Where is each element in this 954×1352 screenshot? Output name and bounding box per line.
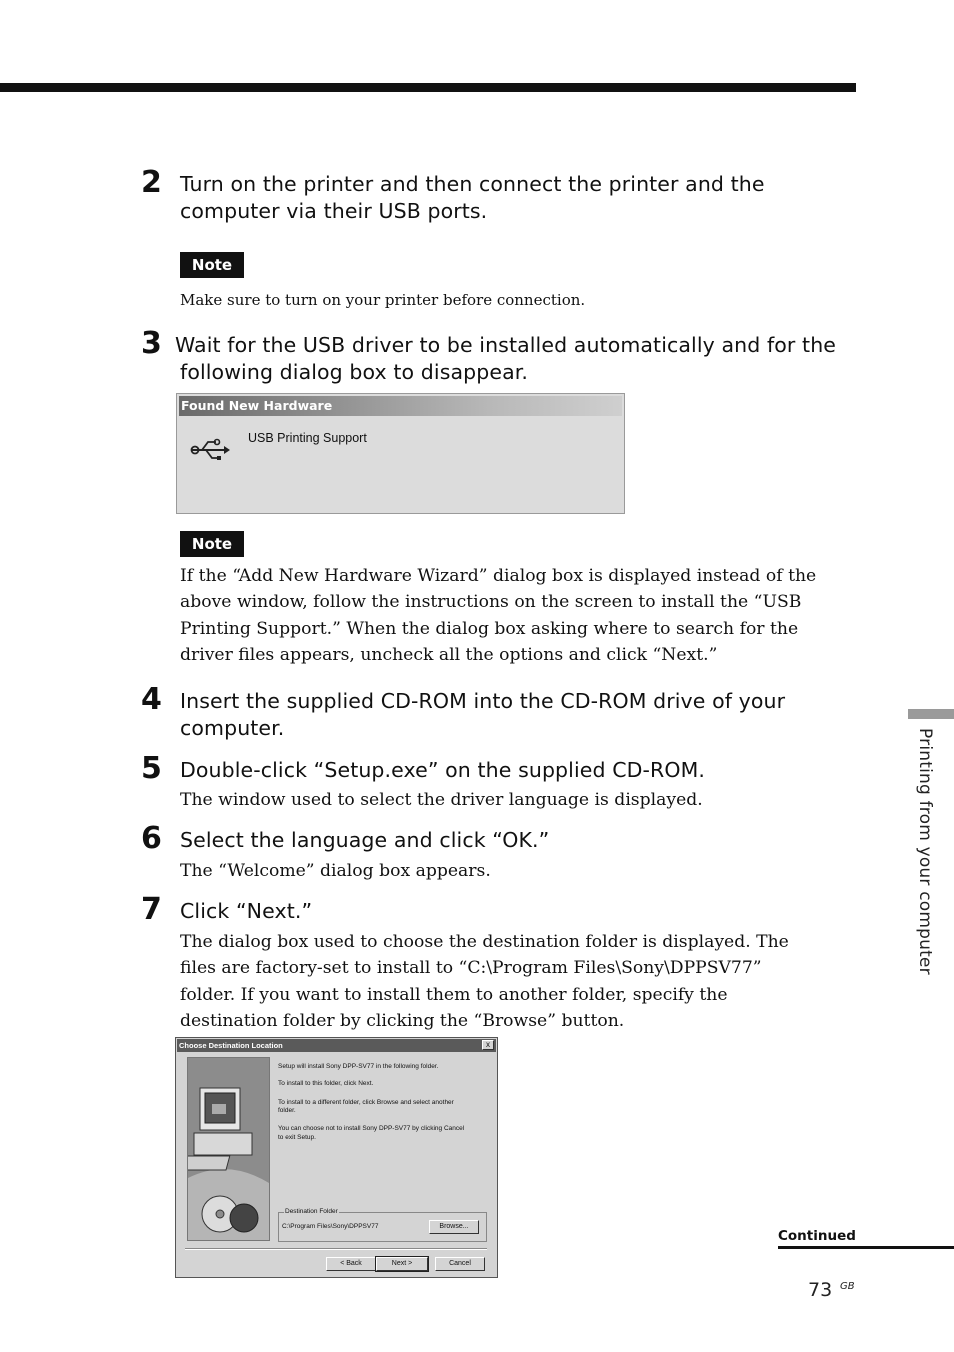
step-body-line: destination folder by clicking the “Browse” button.: [180, 1010, 625, 1031]
cancel-button[interactable]: Cancel: [435, 1257, 485, 1271]
note-text: [180, 563, 816, 668]
step-number: 4: [141, 682, 162, 717]
browse-button[interactable]: Browse...: [429, 1220, 479, 1234]
dialog-title: Found New Hardware: [179, 396, 622, 416]
next-button[interactable]: Next >: [376, 1257, 428, 1271]
note-line: above window, follow the instructions on the screen to install the “USB: [180, 592, 802, 613]
page-number: 73: [808, 1279, 833, 1301]
continued-rule: [778, 1246, 954, 1249]
step-number: 6: [141, 821, 162, 856]
step-heading: [180, 171, 765, 225]
dialog-line: folder.: [278, 1107, 296, 1114]
dialog-line: Setup will install Sony DPP-SV77 in the following folder.: [278, 1063, 439, 1070]
usb-icon: [190, 437, 230, 463]
step-number: 7: [141, 892, 162, 927]
step-body-line: files are factory-set to install to “C:\Program Files\Sony\DPPSV77”: [180, 958, 762, 979]
note-line: driver files appears, uncheck all the options and click “Next.”: [180, 644, 718, 665]
device-name: USB Printing Support: [248, 431, 367, 445]
note-text: Make sure to turn on your printer before connection.: [180, 291, 586, 309]
step-heading-line: following dialog box to disappear.: [180, 360, 528, 384]
found-new-hardware-dialog: [176, 393, 625, 514]
close-button[interactable]: x: [482, 1040, 494, 1050]
step-heading: Select the language and click “OK.”: [180, 828, 550, 852]
dialog-line: To install to this folder, click Next.: [278, 1080, 374, 1087]
step-body-line: folder. If you want to install them to another folder, specify the: [180, 984, 728, 1005]
note-label: Note: [180, 252, 244, 278]
continued-label: Continued: [778, 1228, 856, 1244]
choose-destination-dialog: [175, 1037, 498, 1278]
step-heading-line: computer.: [180, 716, 285, 740]
group-label: Destination Folder: [285, 1208, 338, 1215]
destination-path: C:\Program Files\Sony\DPPSV77: [282, 1223, 379, 1230]
step-number: 2: [141, 165, 162, 200]
step-heading-line: computer via their USB ports.: [180, 199, 488, 223]
step-heading: Click “Next.”: [180, 899, 313, 923]
step-heading-line: Insert the supplied CD-ROM into the CD-ROM drive of your: [180, 689, 786, 713]
computer-icon: [188, 1058, 269, 1240]
section-side-label: Printing from your computer: [915, 728, 935, 975]
setup-illustration: [187, 1057, 270, 1241]
step-heading-line: Wait for the USB driver to be installed automatically and for the: [175, 333, 836, 357]
page-suffix: GB: [840, 1281, 855, 1292]
step-body: [180, 929, 789, 1034]
note-line: If the “Add New Hardware Wizard” dialog box is displayed instead of the: [180, 566, 817, 586]
separator: [185, 1248, 487, 1250]
dialog-line: You can choose not to install Sony DPP-SV77 by clicking Cancel: [278, 1125, 465, 1132]
side-tab-marker: [908, 709, 954, 719]
back-button[interactable]: < Back: [326, 1257, 376, 1271]
step-body: The window used to select the driver language is displayed.: [180, 790, 703, 810]
step-heading: [180, 688, 785, 742]
note-label: Note: [180, 531, 244, 557]
step-number: 3: [141, 326, 162, 361]
dialog-line: to exit Setup.: [278, 1134, 316, 1141]
step-heading: [175, 332, 836, 386]
step-body: The “Welcome” dialog box appears.: [180, 861, 491, 881]
top-rule: [0, 83, 856, 92]
destination-folder-group: [278, 1208, 487, 1242]
step-number: 5: [141, 751, 162, 786]
step-heading: Double-click “Setup.exe” on the supplied CD-ROM.: [180, 758, 705, 782]
step-heading-line: Turn on the printer and then connect the printer and the: [180, 172, 765, 196]
dialog-title: Choose Destination Location: [177, 1039, 496, 1052]
step-body-line: The dialog box used to choose the destination folder is displayed. The: [180, 932, 789, 952]
dialog-line: To install to a different folder, click Browse and select another: [278, 1099, 454, 1106]
note-line: Printing Support.” When the dialog box asking where to search for the: [180, 618, 799, 639]
